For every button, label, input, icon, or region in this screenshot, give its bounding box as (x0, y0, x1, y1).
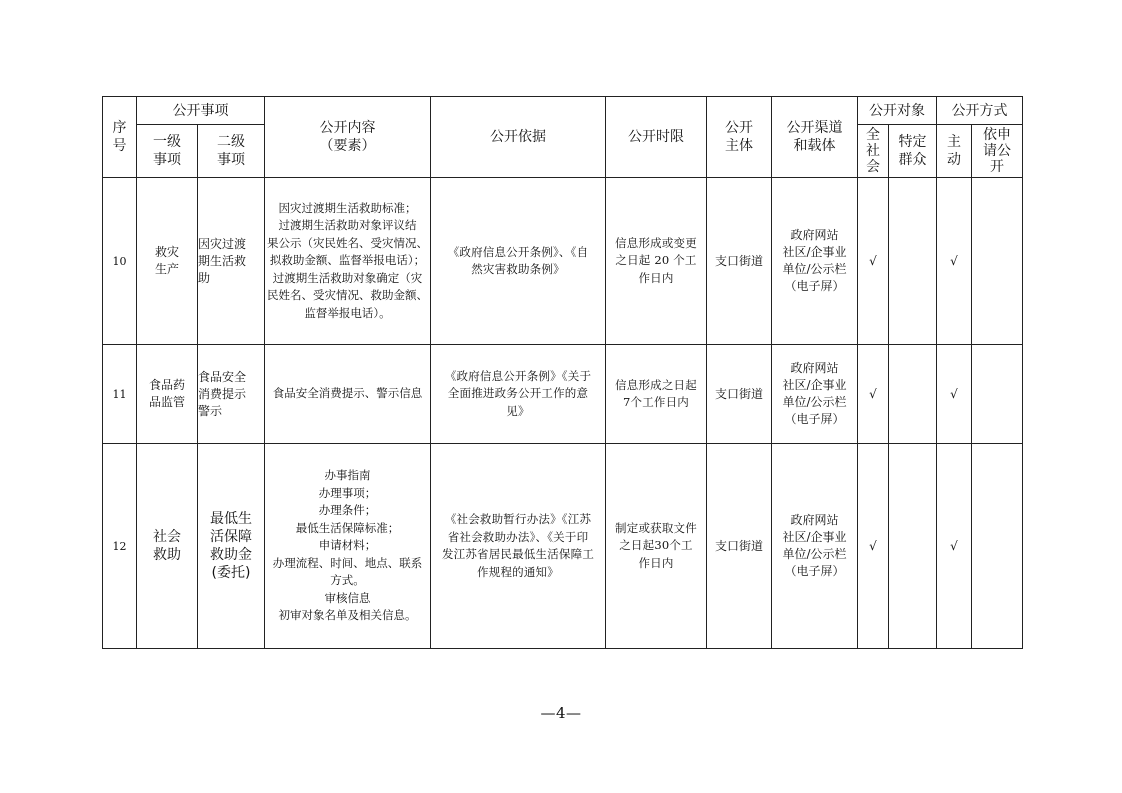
row-level1-line: 生产 (154, 262, 179, 276)
row-content-line: 拟救助金额、监督举报电话）； (269, 253, 426, 268)
row-time-limit-line: 7个工作日内 (622, 395, 690, 409)
table-row (103, 178, 1023, 345)
header-level2 (198, 125, 265, 178)
row-level2 (198, 345, 265, 444)
header-mode-active (937, 125, 972, 178)
row-level1-line: 救助 (153, 547, 181, 563)
row-level2-line: 最低生 (210, 511, 252, 527)
row-content-line: 初审对象名单及相关信息。 (278, 608, 417, 623)
row-time-limit-line: 作日内 (638, 270, 674, 285)
row-basis-line: 全面推进政务公开工作的意 (447, 386, 589, 401)
disclosure-table (102, 96, 1023, 649)
header-channel-line: 公开渠道 (786, 120, 843, 136)
row-time-limit (606, 444, 707, 649)
row-level1-line: 社会 (153, 529, 181, 545)
row-level2-line: 消费提示 (198, 386, 247, 401)
row-content-line: 办理事项； (318, 485, 377, 500)
table-row (103, 345, 1023, 444)
row-seq: 12 (103, 444, 137, 649)
header-mode-request-line: 请公 (983, 143, 1011, 159)
header-mode-request-line: 依申 (983, 127, 1011, 143)
row-level2-line: 期生活救 (198, 253, 247, 268)
row-basis (431, 345, 606, 444)
header-subject-line: 主体 (725, 138, 753, 154)
header-level1-line: 一级 (153, 134, 181, 150)
row-basis-line: 发江苏省居民最低生活保障工 (441, 547, 595, 561)
row-active-check: √ (937, 444, 972, 649)
header-seq (103, 97, 137, 178)
row-level2-line: (委托) (211, 565, 251, 581)
row-content-line: 申请材料； (318, 538, 377, 553)
row-basis-line: 见》 (506, 403, 530, 418)
row-level1-line: 食品药 (148, 378, 185, 392)
row-level2-line: 助 (198, 270, 211, 285)
row-seq: 10 (103, 178, 137, 345)
row-time-limit-line: 信息形成或变更 (615, 235, 697, 250)
row-time-limit (606, 345, 707, 444)
row-specific-check (889, 444, 937, 649)
row-channel-line: 社区/企事业 (782, 245, 847, 259)
header-channel (772, 97, 858, 178)
header-target-all (858, 125, 889, 178)
row-content-line: 监督举报电话）。 (304, 305, 391, 320)
row-content-line: 过渡期生活救助对象评议结 (278, 218, 417, 233)
header-target-specific-line: 群众 (898, 152, 927, 168)
row-content-line: 办理流程、时间、地点、联系 (272, 555, 423, 570)
row-content-line: 方式。 (330, 573, 365, 588)
row-subject: 支口街道 (707, 345, 772, 444)
row-channel (772, 345, 858, 444)
header-channel-line: 和载体 (793, 138, 836, 154)
row-content-line: 审核信息 (324, 590, 371, 605)
row-content (265, 178, 431, 345)
header-target-all-line: 会 (866, 159, 880, 175)
header-level2-line: 事项 (217, 152, 245, 168)
row-channel-line: 单位/公示栏 (782, 262, 847, 276)
row-subject: 支口街道 (707, 444, 772, 649)
row-content-line: 因灾过渡期生活救助标准； (278, 200, 417, 215)
row-level1-line: 品监管 (148, 395, 185, 409)
row-content-line: 办事指南 (324, 468, 371, 483)
row-request-check (972, 178, 1023, 345)
row-request-check (972, 444, 1023, 649)
row-basis-line: 省社会救助办法》、《关于印 (447, 529, 589, 544)
row-time-limit-line: 之日起 20 个工 (615, 253, 697, 268)
header-mode-active-line: 动 (947, 152, 961, 168)
header-target-all-line: 全 (866, 127, 880, 143)
row-channel-line: （电子屏） (784, 279, 845, 293)
header-mode-request-line: 开 (990, 159, 1004, 175)
row-level2-line: 食品安全 (198, 369, 247, 384)
row-channel-line: 社区/企事业 (782, 530, 847, 544)
header-content (265, 97, 431, 178)
row-content-line: 果公示（灾民姓名、受灾情况、 (267, 235, 428, 250)
header-target-all-line: 社 (866, 143, 880, 159)
row-channel-line: 政府网站 (790, 513, 839, 527)
header-target-group: 公开对象 (858, 97, 937, 125)
header-level1 (137, 125, 198, 178)
row-channel (772, 178, 858, 345)
row-basis-line: 然灾害救助条例》 (471, 262, 565, 276)
row-basis (431, 178, 606, 345)
row-channel (772, 444, 858, 649)
header-mode-group: 公开方式 (937, 97, 1023, 125)
row-content (265, 345, 431, 444)
row-content-line: 过渡期生活救助对象确定（灾 (272, 270, 423, 285)
row-active-check: √ (937, 178, 972, 345)
row-channel-line: 政府网站 (790, 228, 839, 242)
row-channel-line: 社区/企事业 (782, 378, 847, 392)
row-level2-line: 活保障 (210, 529, 252, 545)
header-subject (707, 97, 772, 178)
row-channel-line: （电子屏） (784, 412, 845, 426)
row-level2-line: 警示 (198, 403, 223, 418)
row-level1 (137, 444, 198, 649)
row-basis (431, 444, 606, 649)
header-content-line: 公开内容 (319, 120, 376, 136)
header-seq-line: 号 (112, 138, 127, 154)
row-all-society-check: √ (858, 444, 889, 649)
header-level1-line: 事项 (153, 152, 181, 168)
header-seq-line: 序 (112, 120, 127, 136)
row-level1-line: 救灾 (154, 245, 179, 259)
row-time-limit-line: 信息形成之日起 (615, 377, 697, 392)
row-content-line: 食品安全消费提示、警示信息 (272, 386, 423, 401)
row-level1 (137, 178, 198, 345)
table-row (103, 444, 1023, 649)
row-level1 (137, 345, 198, 444)
row-specific-check (889, 178, 937, 345)
row-content (265, 444, 431, 649)
row-channel-line: 政府网站 (790, 361, 839, 375)
header-mode-request (972, 125, 1023, 178)
row-content-line: 办理条件； (318, 503, 377, 518)
row-content-line: 最低生活保障标准； (295, 520, 400, 535)
row-all-society-check: √ (858, 178, 889, 345)
row-active-check: √ (937, 345, 972, 444)
row-time-limit-line: 制定或获取文件 (615, 520, 697, 535)
row-time-limit-line: 作日内 (638, 555, 674, 570)
row-time-limit (606, 178, 707, 345)
row-level2-line: 救助金 (210, 547, 252, 563)
header-subject-line: 公开 (725, 120, 753, 136)
row-level2-line: 因灾过渡 (198, 236, 247, 251)
header-target-specific (889, 125, 937, 178)
row-basis-line: 《政府信息公开条例》、《自 (447, 244, 589, 259)
page-number: —4— (540, 704, 582, 722)
row-channel-line: （电子屏） (784, 564, 845, 578)
row-seq: 11 (103, 345, 137, 444)
row-basis-line: 《社会救助暂行办法》《江苏 (444, 512, 592, 526)
row-level2 (198, 178, 265, 345)
row-all-society-check: √ (858, 345, 889, 444)
row-channel-line: 单位/公示栏 (782, 547, 847, 561)
header-level2-line: 二级 (217, 134, 245, 150)
header-basis: 公开依据 (431, 97, 606, 178)
header-content-line: （要素） (319, 138, 376, 154)
row-specific-check (889, 345, 937, 444)
row-channel-line: 单位/公示栏 (782, 395, 847, 409)
row-level2 (198, 444, 265, 649)
header-mode-active-line: 主 (947, 134, 961, 150)
row-subject: 支口街道 (707, 178, 772, 345)
header-time-limit: 公开时限 (606, 97, 707, 178)
row-request-check (972, 345, 1023, 444)
header-item-group: 公开事项 (137, 97, 265, 125)
row-basis-line: 作规程的通知》 (477, 564, 559, 579)
row-content-line: 民姓名、受灾情况、救助金额、 (267, 288, 428, 303)
row-basis-line: 《政府信息公开条例》《关于 (444, 368, 592, 383)
header-row-1 (103, 97, 1023, 125)
row-time-limit-line: 之日起30个工 (619, 538, 693, 553)
header-target-specific-line: 特定 (898, 134, 927, 150)
